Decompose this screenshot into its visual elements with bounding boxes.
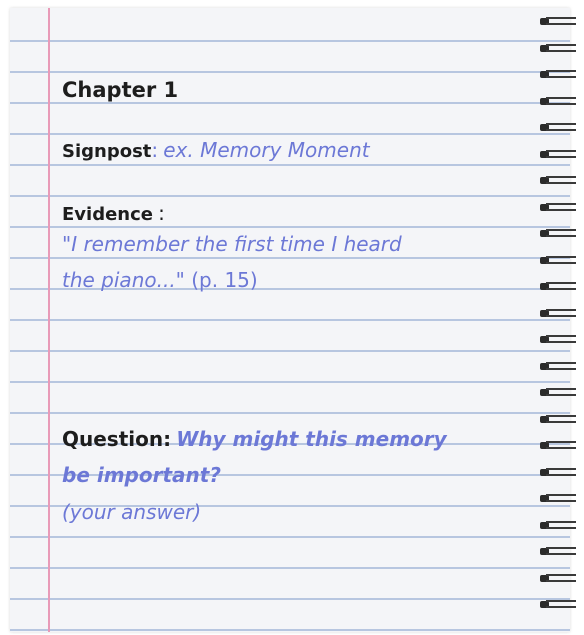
spiral-coil — [540, 16, 576, 28]
evidence-row — [62, 201, 165, 225]
evidence-label: Evidence — [62, 204, 153, 225]
spiral-coil — [540, 361, 576, 373]
spiral-wire — [546, 468, 576, 476]
spiral-coil — [540, 122, 576, 134]
spiral-coil — [540, 546, 576, 558]
spiral-coil — [540, 69, 576, 81]
question-label: Question: — [62, 427, 172, 451]
spiral-wire — [546, 256, 576, 264]
spiral-binding — [536, 16, 576, 626]
spiral-coil — [540, 387, 576, 399]
spiral-coil — [540, 202, 576, 214]
spiral-wire — [546, 282, 576, 290]
spiral-coil — [540, 43, 576, 55]
spiral-coil — [540, 96, 576, 108]
spiral-wire — [546, 150, 576, 158]
spiral-coil — [540, 573, 576, 585]
signpost-value: ex. Memory Moment — [163, 138, 370, 162]
spiral-wire — [546, 335, 576, 343]
spiral-wire — [546, 521, 576, 529]
spiral-coil — [540, 520, 576, 532]
spiral-wire — [546, 229, 576, 237]
evidence-quote-line2-row — [62, 268, 258, 292]
margin-line — [48, 8, 50, 632]
evidence-quote-line1: "I remember the first time I heard — [62, 232, 402, 256]
signpost-separator: : — [151, 138, 159, 162]
spiral-coil — [540, 440, 576, 452]
spiral-wire — [546, 176, 576, 184]
spiral-coil — [540, 281, 576, 293]
spiral-wire — [546, 309, 576, 317]
evidence-separator: : — [158, 201, 165, 225]
question-prompt-line1: Why might this memory — [176, 427, 447, 451]
spiral-coil — [540, 175, 576, 187]
spiral-coil — [540, 599, 576, 611]
spiral-coil — [540, 467, 576, 479]
spiral-wire — [546, 44, 576, 52]
spiral-wire — [546, 388, 576, 396]
spiral-wire — [546, 70, 576, 78]
spiral-wire — [546, 415, 576, 423]
spiral-coil — [540, 255, 576, 267]
spiral-coil — [540, 414, 576, 426]
spiral-coil — [540, 149, 576, 161]
spiral-wire — [546, 600, 576, 608]
spiral-wire — [546, 574, 576, 582]
signpost-row — [62, 138, 370, 162]
spiral-coil — [540, 334, 576, 346]
spiral-wire — [546, 17, 576, 25]
spiral-wire — [546, 203, 576, 211]
evidence-citation: (p. 15) — [184, 268, 258, 292]
notebook-page — [10, 8, 570, 632]
spiral-wire — [546, 123, 576, 131]
answer-placeholder: (your answer) — [62, 500, 202, 524]
spiral-coil — [540, 228, 576, 240]
signpost-label: Signpost — [62, 141, 152, 162]
spiral-wire — [546, 547, 576, 555]
spiral-wire — [546, 362, 576, 370]
spiral-coil — [540, 308, 576, 320]
question-prompt-line2: be important? — [62, 463, 221, 487]
chapter-title: Chapter 1 — [62, 78, 179, 102]
spiral-coil — [540, 493, 576, 505]
spiral-wire — [546, 441, 576, 449]
evidence-quote-line2: the piano..." — [62, 268, 185, 292]
spiral-wire — [546, 97, 576, 105]
question-row — [62, 427, 447, 451]
spiral-wire — [546, 494, 576, 502]
